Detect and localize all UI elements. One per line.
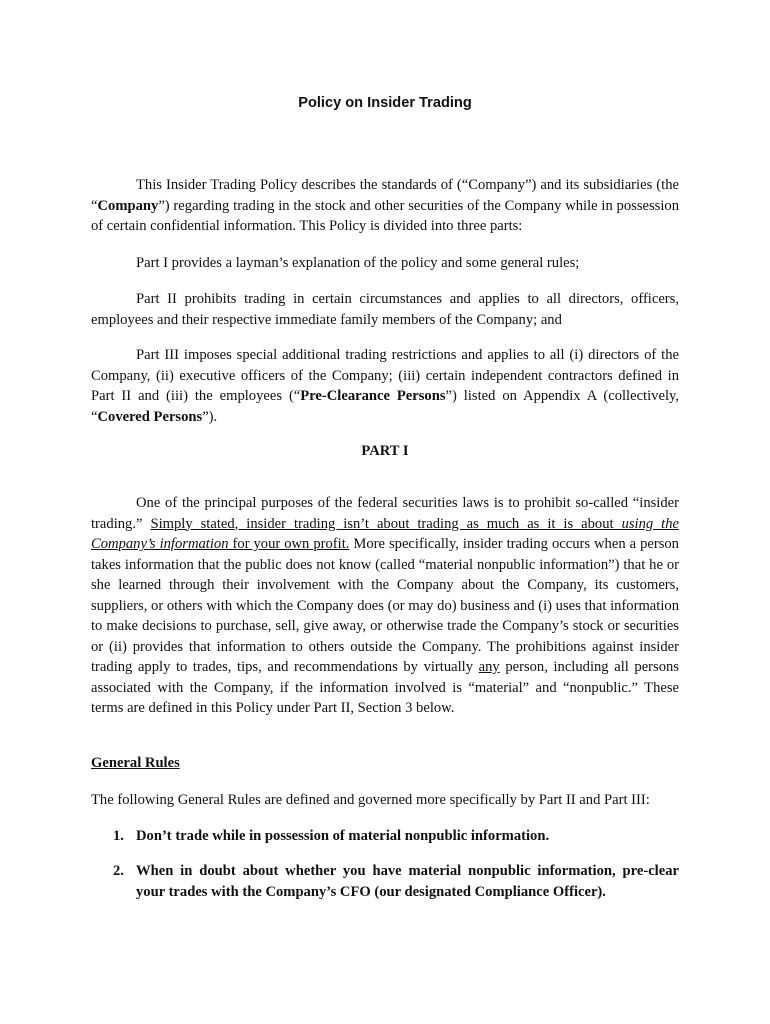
part-i-text-g: person, including all persons associated with the Company, if the information involved is “material” and “nonpublic.” These terms are defined in this Policy under Part II, Section 3 below. <box>91 659 679 716</box>
part-iii-summary <box>91 345 679 427</box>
document-title: Policy on Insider Trading <box>298 95 472 111</box>
part-i-italic-underlined-text: using the Company’s information <box>91 515 679 552</box>
rule-number: 2. <box>113 863 124 879</box>
rule-item <box>91 861 679 902</box>
rule-item <box>91 826 679 847</box>
pre-clearance-persons-term: Pre-Clearance Persons <box>300 388 446 404</box>
part3-text-a: Part III imposes special additional trading restrictions and applies to all (i) directors of the Company, (ii) executive officers of the Company; (iii) certain independent contractors defined in Part II and (iii) the employees (“ <box>91 347 679 404</box>
part-i-text-e: More specifically, insider trading occurs when a person takes information that the public does not know (called “material nonpublic information”) that he or she learned through their involvement with the Company about the Company, its customers, suppliers, or others with which the Company does (or may do) business and (i) uses that information to make decisions to purchase, sell, give away, or otherwise trade the Company’s stock or securities or (ii) provides that information to others outside the Company. The prohibitions against insider trading apply to trades, tips, and recommendations by virtually <box>91 536 679 675</box>
part3-text-e: ”). <box>202 408 218 425</box>
intro-paragraph <box>91 175 679 237</box>
intro-company-term: Company <box>97 197 159 214</box>
general-rules-list <box>91 826 679 917</box>
rule-text: When in doubt about whether you have material nonpublic information, pre-clear your trades with the Company’s CFO (our designated Compliance Officer). <box>136 863 679 900</box>
rule-text: Don’t trade while in possession of material nonpublic information. <box>136 828 550 844</box>
part3-text-c: ”) listed on Appendix A (collectively, “ <box>91 388 679 425</box>
rule-number: 1. <box>113 828 124 844</box>
part-i-any-underlined: any <box>478 659 500 675</box>
part-i-heading: PART I <box>361 443 409 459</box>
part-i-body <box>91 493 679 719</box>
part-i-underlined-text-end: for your own profit. <box>228 536 350 552</box>
intro-text-c: ”) regarding trading in the stock and other securities of the Company while in possession of certain confidential information. This Policy is divided into three parts: <box>91 197 679 234</box>
general-rules-heading: General Rules <box>91 755 180 771</box>
part-ii-summary: Part II prohibits trading in certain circumstances and applies to all directors, officers, employees and their respective immediate family members of the Company; and <box>91 291 679 328</box>
intro-text-a: This Insider Trading Policy describes the standards of (“Company”) and its subsidiaries (the “ <box>91 177 679 214</box>
general-rules-intro: The following General Rules are defined and governed more specifically by Part II and Part III: <box>91 792 650 808</box>
part-i-underlined-text: Simply stated, insider trading isn’t about trading as much as it is about <box>150 515 622 532</box>
part-i-text-a: One of the principal purposes of the federal securities laws is to prohibit so-called “insider trading.” <box>91 495 679 532</box>
part-i-summary: Part I provides a layman’s explanation of the policy and some general rules; <box>136 255 580 271</box>
covered-persons-term: Covered Persons <box>97 408 203 425</box>
